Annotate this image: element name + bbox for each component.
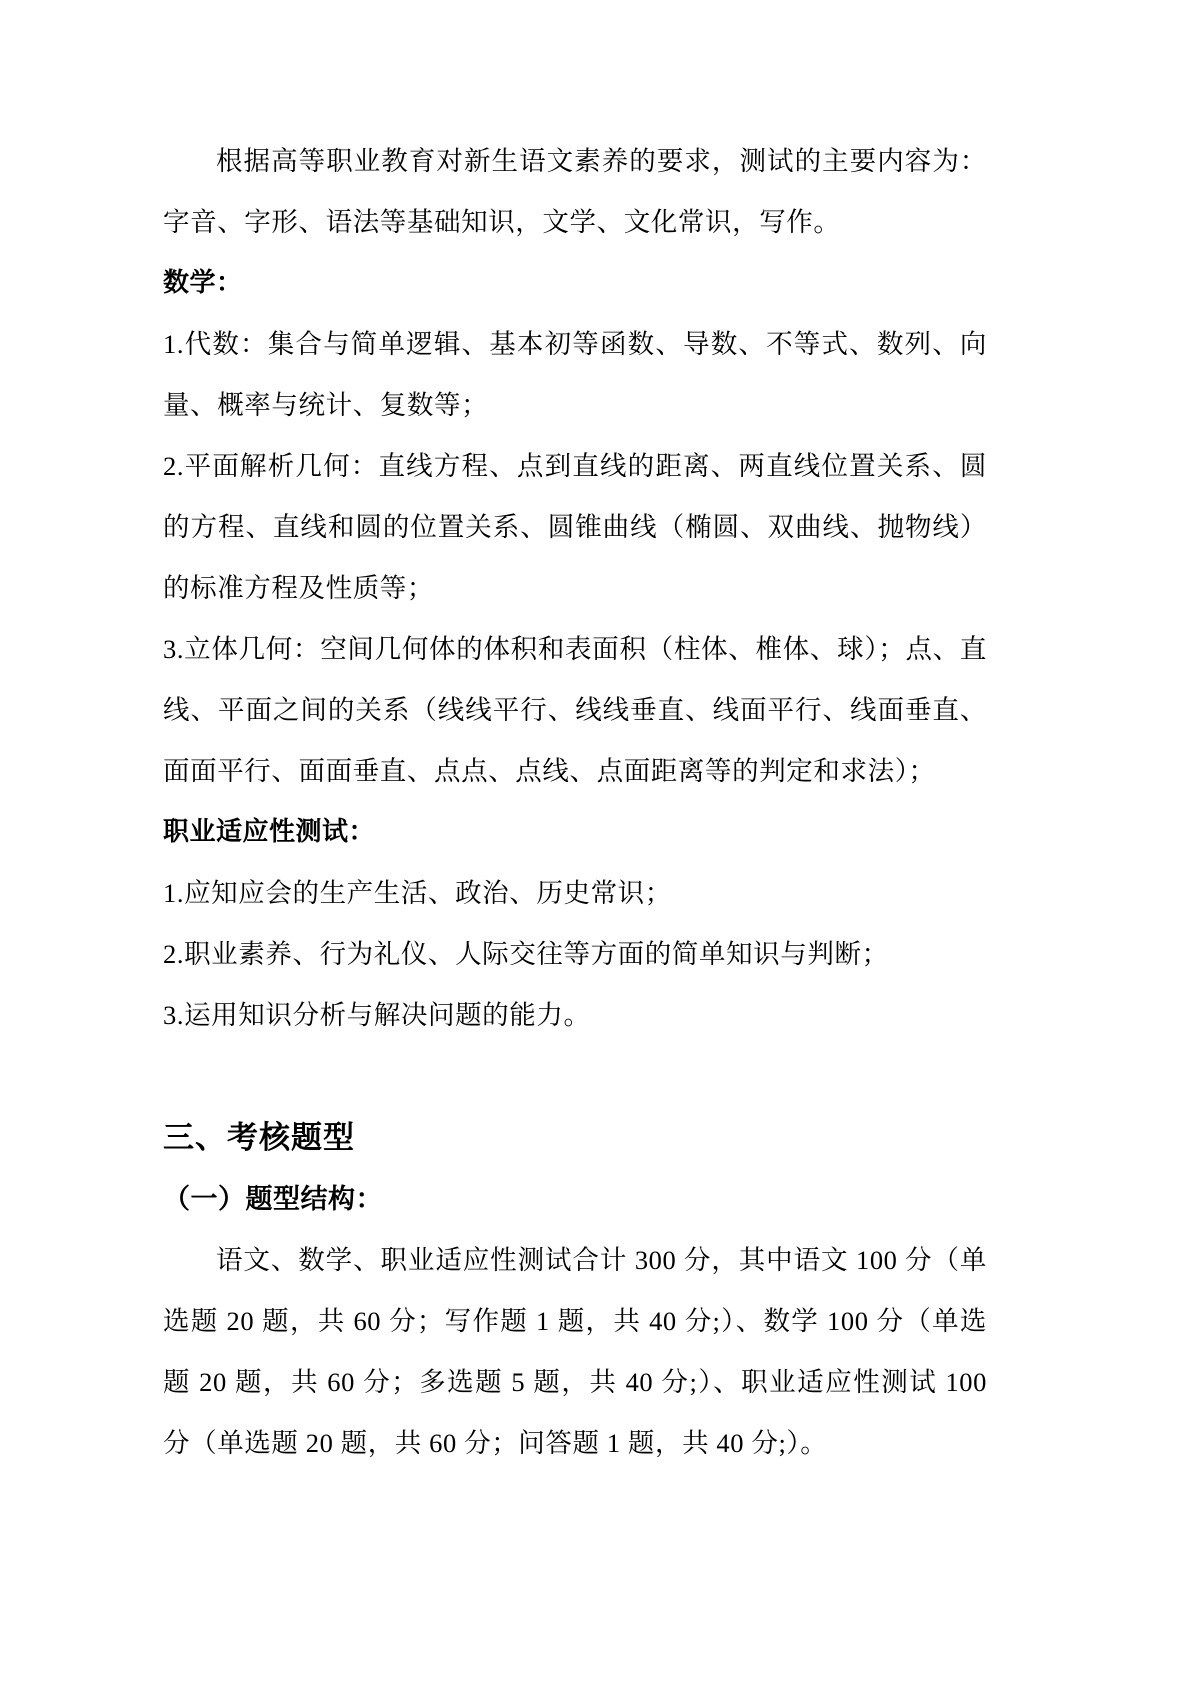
math-item-solid-geometry: 3.立体几何：空间几何体的体积和表面积（柱体、椎体、球）；点、直线、平面之间的关系（线线平行、线线垂直、线面平行、线面垂直、面面平行、面面垂直、点点、点线、点面距离等的判定和求法）； xyxy=(163,634,987,786)
math-subject-heading: 数学： xyxy=(163,268,243,298)
subsection-heading-question-structure: （一）题型结构： xyxy=(163,1184,383,1215)
aptitude-item-problem-solving: 3.运用知识分析与解决问题的能力。 xyxy=(163,1000,591,1030)
math-item-analytic-geometry: 2.平面解析几何：直线方程、点到直线的距离、两直线位置关系、圆的方程、直线和圆的位置关系、圆锥曲线（椭圆、双曲线、抛物线）的标准方程及性质等； xyxy=(163,451,987,603)
section-spacer xyxy=(163,1046,987,1108)
aptitude-subject-heading: 职业适应性测试： xyxy=(163,817,376,847)
aptitude-item-professional-literacy: 2.职业素养、行为礼仪、人际交往等方面的简单知识与判断； xyxy=(163,939,889,969)
section-heading-exam-question-types: 三、考核题型 xyxy=(163,1120,355,1156)
exam-structure-paragraph: 语文、数学、职业适应性测试合计 300 分，其中语文 100 分（单选题 20 题，共 60 分；写作题 1 题，共 40 分;）、数学 100 分（单选题 20 题，共 60 分；多选题 5 题，共 40 分;）、职业适应性测试 100 分（单选题 20 题，共 60 分；问答题 1 题，共 40 分;）。 xyxy=(163,1245,987,1458)
math-item-algebra: 1.代数：集合与简单逻辑、基本初等函数、导数、不等式、数列、向量、概率与统计、复数等； xyxy=(163,329,987,420)
page-content xyxy=(163,131,987,1474)
intro-paragraph: 根据高等职业教育对新生语文素养的要求，测试的主要内容为：字音、字形、语法等基础知识，文学、文化常识，写作。 xyxy=(163,146,987,237)
aptitude-item-general-knowledge: 1.应知应会的生产生活、政治、历史常识； xyxy=(163,878,672,908)
